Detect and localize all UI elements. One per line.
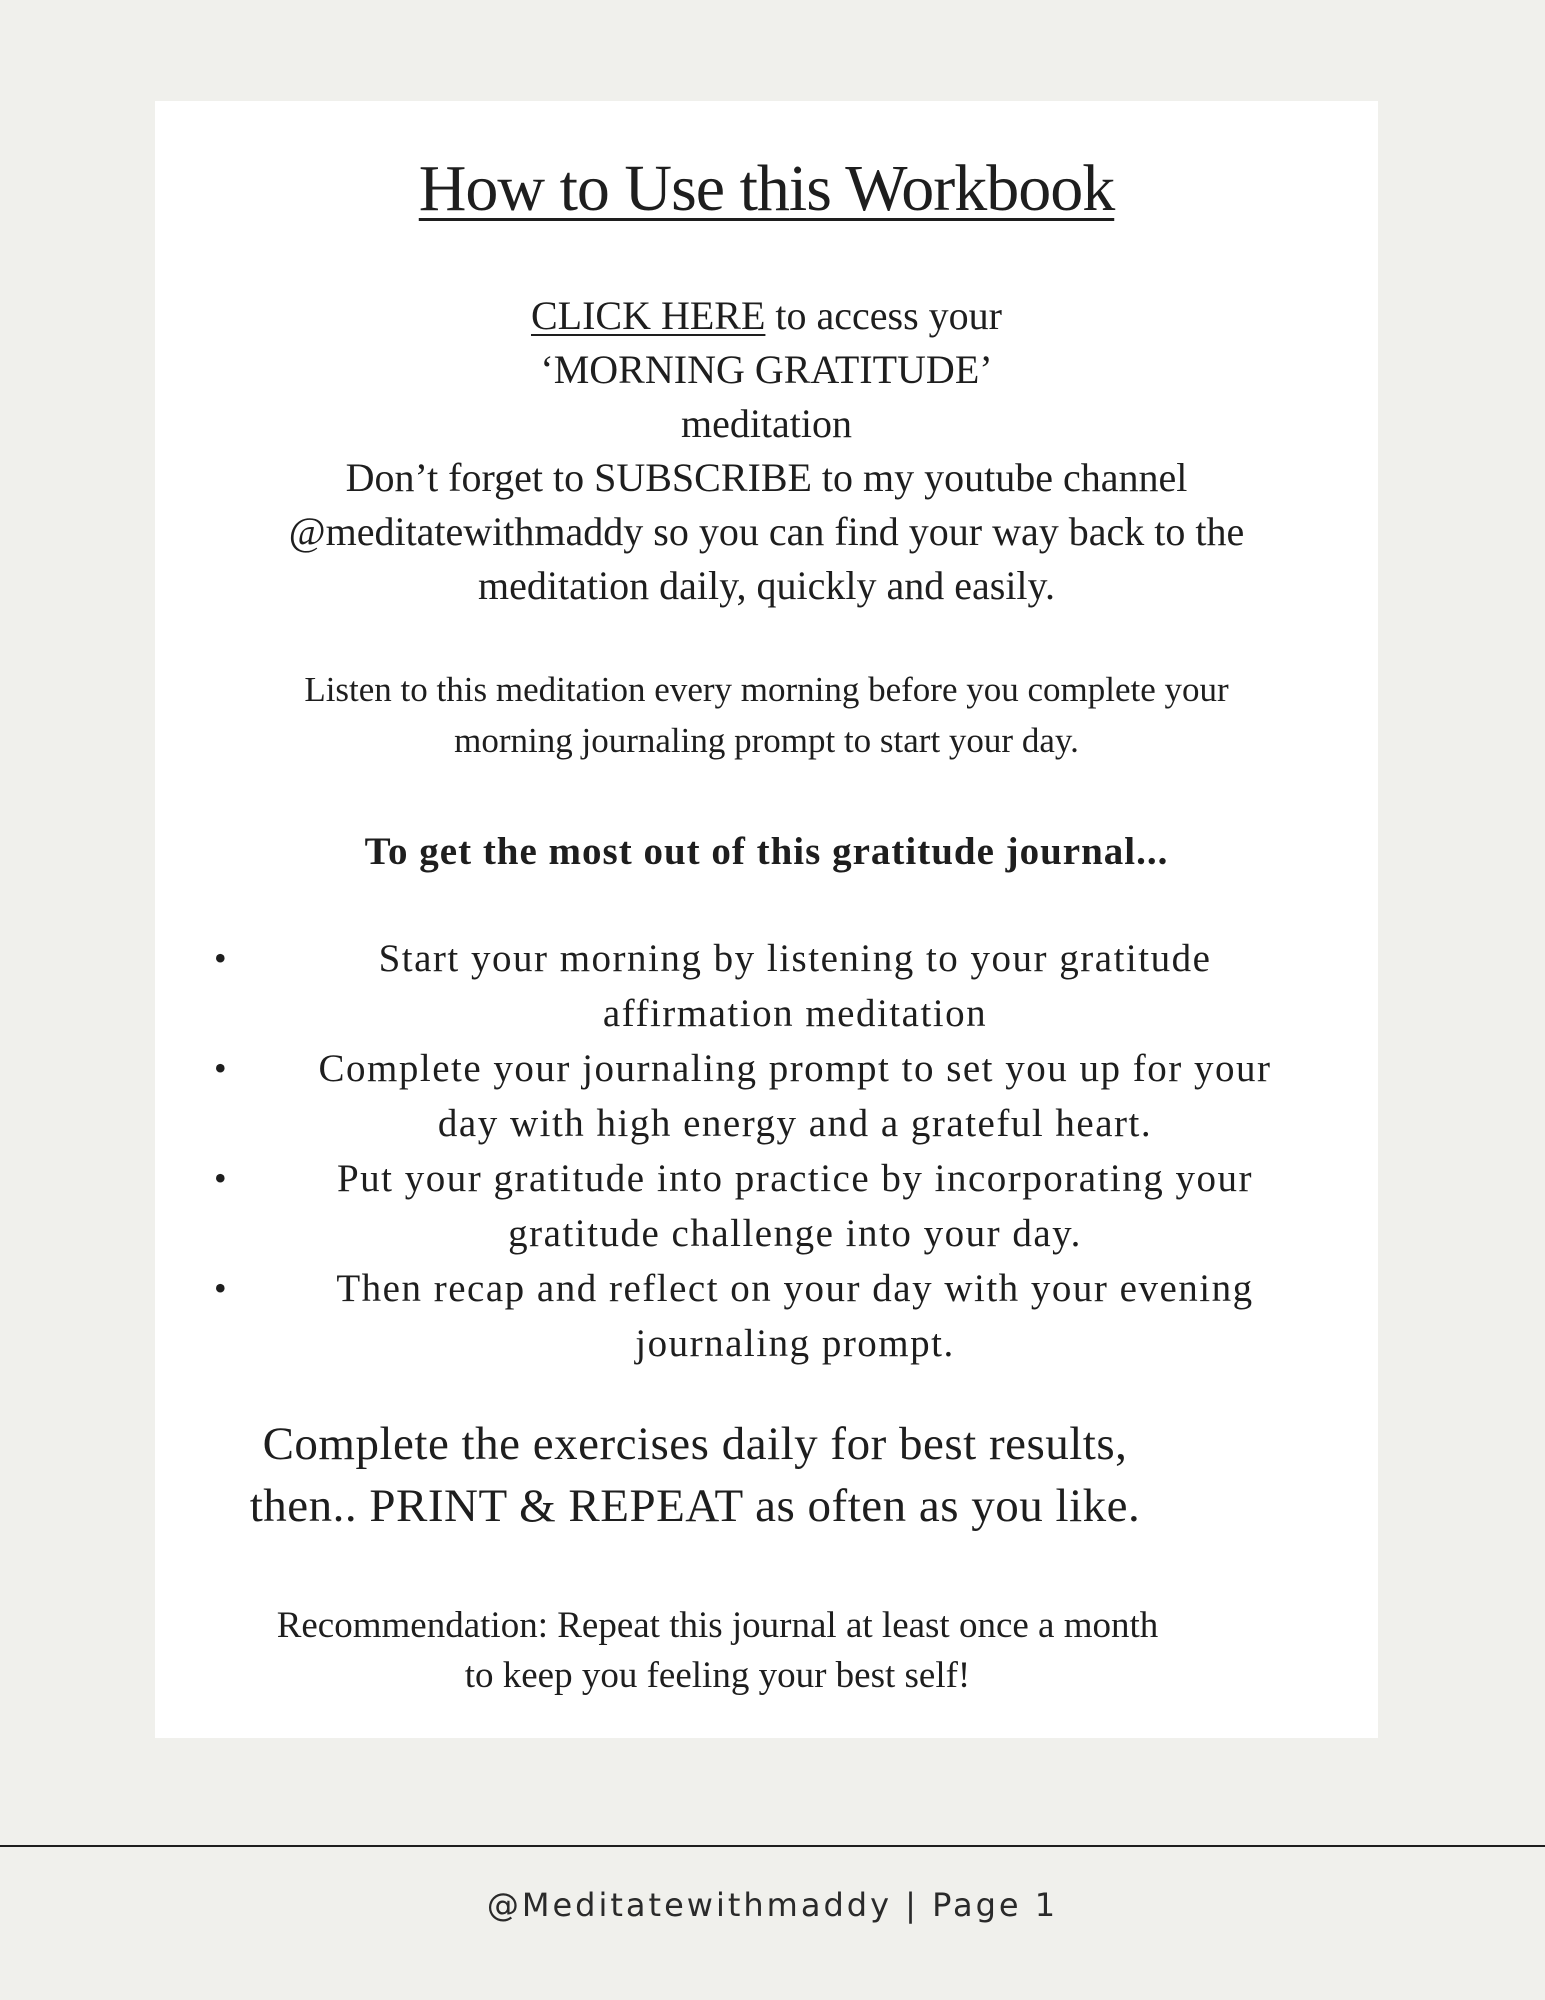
page-footer: @Meditatewithmaddy | Page 1	[486, 1886, 1059, 1924]
recommendation-line-1: Recommendation: Repeat this journal at least once a month	[276, 1605, 1159, 1646]
click-here-link[interactable]: CLICK HERE	[530, 293, 766, 338]
bullet-icon: •	[214, 1268, 229, 1308]
listen-line-1: Listen to this meditation every morning before you complete your	[304, 670, 1229, 709]
page-title	[155, 149, 1378, 229]
list-item	[210, 1261, 1320, 1371]
access-line-3: meditation	[680, 401, 853, 446]
list-item	[210, 931, 1320, 1041]
footer-divider	[0, 1845, 1545, 1847]
recommendation-line-2: to keep you feeling your best self!	[464, 1655, 971, 1696]
content-card	[155, 101, 1378, 1738]
complete-exercises-text	[155, 1413, 1235, 1537]
access-line-2: ‘MORNING GRATITUDE’	[540, 347, 993, 392]
list-item	[210, 1041, 1320, 1151]
access-line-4: Don’t forget to SUBSCRIBE to my youtube channel	[345, 455, 1188, 500]
list-item	[210, 1151, 1320, 1261]
meditation-access-block	[155, 289, 1378, 613]
tip-line-2: journaling prompt.	[635, 1322, 955, 1365]
tips-list	[210, 931, 1320, 1371]
access-line-6: meditation daily, quickly and easily.	[478, 563, 1055, 608]
most-heading: To get the most out of this gratitude journal...	[364, 830, 1169, 873]
listen-instruction	[155, 664, 1378, 766]
bullet-icon: •	[214, 938, 229, 978]
tip-line-2: day with high energy and a grateful heart.	[437, 1102, 1153, 1145]
tip-line-1: Put your gratitude into practice by incorporating your	[336, 1157, 1254, 1200]
complete-line-2: then.. PRINT & REPEAT as often as you like.	[249, 1480, 1141, 1532]
page-title-text: How to Use this Workbook	[418, 152, 1115, 225]
recommendation-text	[155, 1601, 1280, 1701]
tip-line-2: gratitude challenge into your day.	[508, 1212, 1082, 1255]
access-line-1	[155, 289, 1378, 343]
bullet-icon: •	[214, 1158, 229, 1198]
tip-line-1: Complete your journaling prompt to set you up for your	[318, 1047, 1272, 1090]
access-line-1-rest: to access your	[765, 293, 1003, 338]
tip-line-1: Then recap and reflect on your day with your evening	[336, 1267, 1254, 1310]
listen-line-2: morning journaling prompt to start your day.	[454, 721, 1079, 760]
tip-line-1: Start your morning by listening to your gratitude	[378, 937, 1212, 980]
complete-line-1: Complete the exercises daily for best results,	[262, 1418, 1128, 1470]
tip-line-2: affirmation meditation	[602, 992, 988, 1035]
bullet-icon: •	[214, 1048, 229, 1088]
access-line-5: @meditatewithmaddy so you can find your way back to the	[288, 509, 1245, 554]
